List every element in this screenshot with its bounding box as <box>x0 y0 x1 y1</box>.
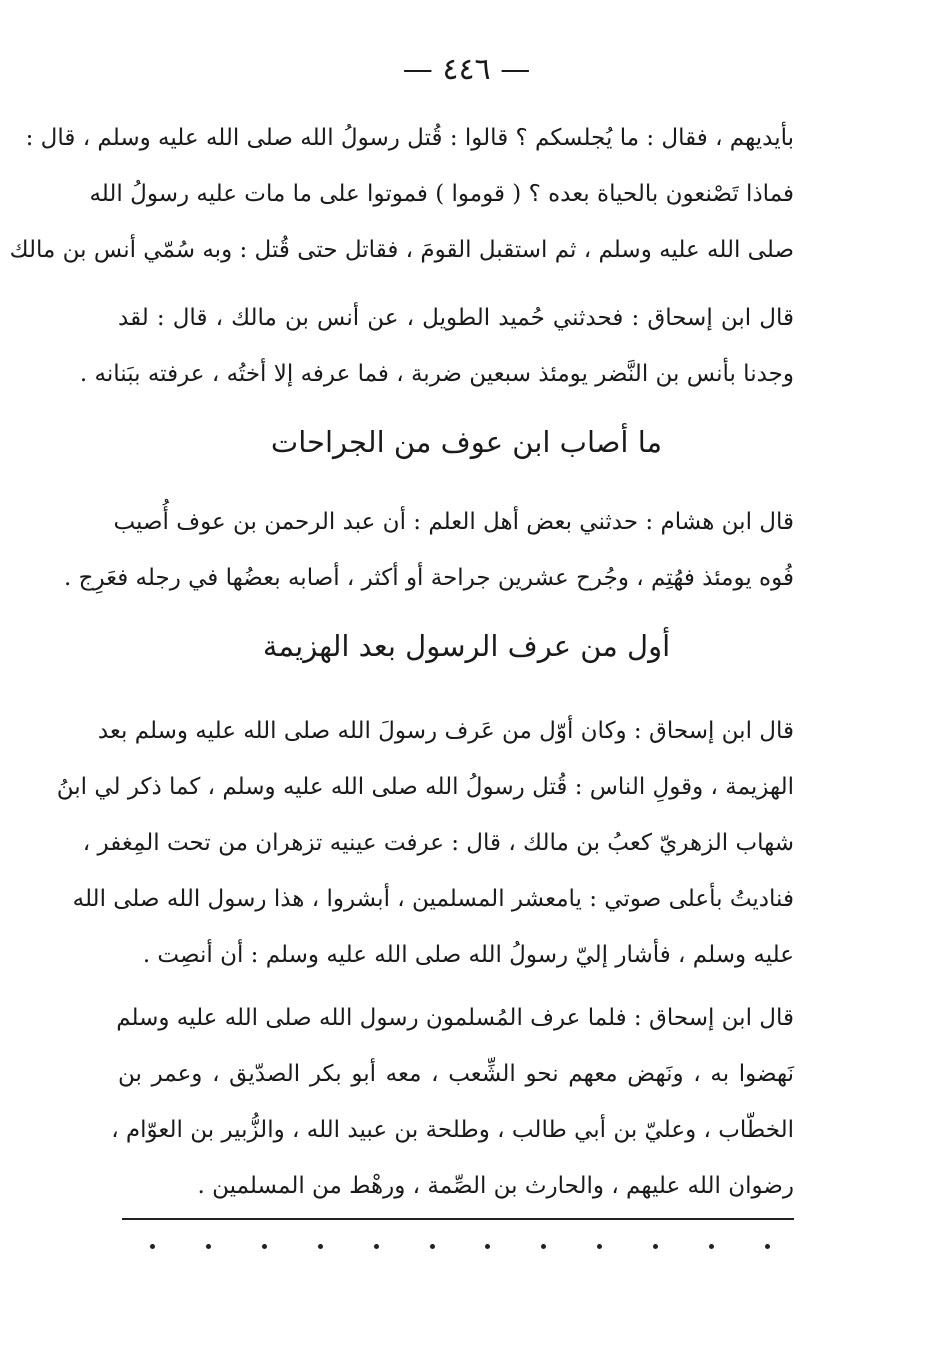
dot <box>150 1244 155 1249</box>
dot <box>765 1244 770 1249</box>
text-line: نَهضوا به ، ونَهض معهم نحو الشِّعب ، معه أبو بكر الصدّيق ، وعمر بن <box>118 1061 794 1087</box>
text-line: فناديتُ بأعلى صوتي : يامعشر المسلمين ، أبشروا ، هذا رسول الله صلى الله <box>72 886 794 912</box>
page-number: — ٤٤٦ — <box>402 52 531 87</box>
dot <box>541 1244 546 1249</box>
dot <box>485 1244 490 1249</box>
text-line: الخطّاب ، وعليّ بن أبي طالب ، وطلحة بن عبيد الله ، والزُّبير بن العوّام ، <box>111 1117 794 1143</box>
paragraph-4 <box>56 703 794 983</box>
text-line: وجدنا بأنس بن النَّضر يومئذ سبعين ضربة ، فما عرفه إلا أختُه ، عرفته ببَنانه . <box>79 361 794 387</box>
paragraph-1 <box>9 110 794 278</box>
dot <box>709 1244 714 1249</box>
dot <box>262 1244 267 1249</box>
paragraph-3 <box>63 494 794 606</box>
dot <box>206 1244 211 1249</box>
section-heading: أول من عرف الرسول بعد الهزيمة <box>262 629 671 663</box>
footer-dots <box>150 1236 770 1256</box>
text-line: قال ابن إسحاق : فحدثني حُميد الطويل ، عن أنس بن مالك ، قال : لقد <box>118 305 794 331</box>
paragraph-2 <box>79 290 794 402</box>
dot <box>430 1244 435 1249</box>
dot <box>374 1244 379 1249</box>
dot <box>653 1244 658 1249</box>
text-line: فماذا تَصْنعون بالحياة بعده ؟ ( قوموا ) فموتوا على ما مات عليه رسولُ الله <box>89 181 794 207</box>
text-line: قال ابن هشام : حدثني بعض أهل العلم : أن عبد الرحمن بن عوف أُصيب <box>113 509 794 535</box>
text-line: عليه وسلم ، فأشار إليّ رسولُ الله صلى الله عليه وسلم : أن أنصِت . <box>142 942 794 968</box>
dot <box>597 1244 602 1249</box>
text-line: فُوه يومئذ فهُتِم ، وجُرح عشرين جراحة أو أكثر ، أصابه بعضُها في رجله فعَرِج . <box>63 565 794 591</box>
dot <box>318 1244 323 1249</box>
text-line: قال ابن إسحاق : وكان أوّل من عَرف رسولَ الله صلى الله عليه وسلم بعد <box>97 718 794 744</box>
text-line: بأيديهم ، فقال : ما يُجلسكم ؟ قالوا : قُتل رسولُ الله صلى الله عليه وسلم ، قال : <box>25 125 794 151</box>
text-line: شهاب الزهريّ كعبُ بن مالك ، قال : عرفت عينيه تزهران من تحت المِغفر ، <box>82 830 794 856</box>
paragraph-5 <box>111 990 794 1214</box>
footer-rule <box>122 1218 794 1220</box>
text-line: قال ابن إسحاق : فلما عرف المُسلمون رسول الله صلى الله عليه وسلم <box>116 1005 794 1031</box>
text-line: الهزيمة ، وقولِ الناس : قُتل رسولُ الله صلى الله عليه وسلم ، كما ذكر لي ابنُ <box>56 774 794 800</box>
section-heading: ما أصاب ابن عوف من الجراحات <box>270 425 663 459</box>
text-line: صلى الله عليه وسلم ، ثم استقبل القومَ ، فقاتل حتى قُتل : وبه سُمّي أنس بن مالك <box>9 237 794 263</box>
text-line: رضوان الله عليهم ، والحارث بن الصِّمة ، ورهْط من المسلمين . <box>197 1173 794 1199</box>
